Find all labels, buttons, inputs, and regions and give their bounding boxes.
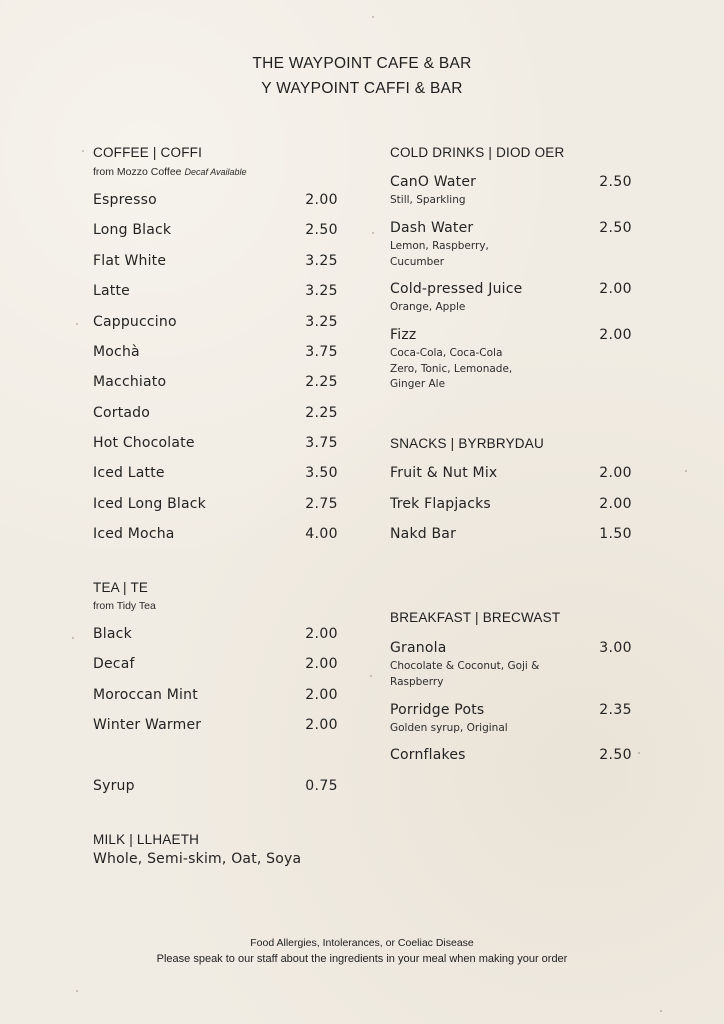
item-name: Espresso <box>93 192 157 208</box>
item-price: 2.00 <box>599 327 632 343</box>
milk-heading: MILK | LLHAETH <box>93 832 200 847</box>
menu-item <box>390 281 632 313</box>
item-name: Cortado <box>93 405 151 421</box>
item-name: Fizz <box>390 327 417 343</box>
menu-item <box>390 496 632 516</box>
item-price: 3.75 <box>305 435 338 451</box>
breakfast-heading: BREAKFAST | BRECWAST <box>390 610 561 625</box>
item-name: Winter Warmer <box>93 717 202 733</box>
tea-subtitle: from Tidy Tea <box>93 600 156 612</box>
menu-item <box>93 222 338 242</box>
item-description: Golden syrup, Original <box>390 722 508 734</box>
item-name: Granola <box>390 640 447 656</box>
tea-heading: TEA | TE <box>93 580 149 595</box>
menu-item <box>93 435 338 455</box>
menu-title-welsh: Y WAYPOINT CAFFI & BAR <box>261 80 463 97</box>
item-name: Macchiato <box>93 374 167 390</box>
allergy-notice-text: Please speak to our staff about the ingredients in your meal when making your order <box>156 953 568 965</box>
item-name: Iced Mocha <box>93 526 175 542</box>
item-name: Latte <box>93 283 130 299</box>
menu-item <box>93 717 338 737</box>
item-price: 2.00 <box>305 626 338 642</box>
item-description: Lemon, Raspberry, Cucumber <box>390 240 489 268</box>
paper-speck <box>82 150 84 152</box>
item-price: 3.75 <box>305 344 338 360</box>
menu-item <box>93 496 338 516</box>
paper-speck <box>372 232 374 234</box>
menu-item <box>93 283 338 303</box>
menu-item <box>93 192 338 212</box>
item-price: 3.25 <box>305 283 338 299</box>
item-price: 2.00 <box>599 465 632 481</box>
item-price: 2.00 <box>305 656 338 672</box>
item-price: 2.00 <box>599 281 632 297</box>
coffee-subtitle <box>93 166 247 178</box>
item-name: Iced Long Black <box>93 496 206 512</box>
item-name: CanO Water <box>390 174 477 190</box>
paper-speck <box>660 1010 662 1012</box>
item-price: 3.25 <box>305 314 338 330</box>
menu-item <box>93 344 338 364</box>
paper-speck <box>76 323 78 325</box>
item-price: 2.50 <box>599 747 632 763</box>
allergy-notice-title: Food Allergies, Intolerances, or Coeliac Disease <box>250 937 474 949</box>
item-name: Cold-pressed Juice <box>390 281 523 297</box>
item-description: Still, Sparkling <box>390 194 466 206</box>
item-name: Fruit & Nut Mix <box>390 465 498 481</box>
item-price: 2.00 <box>305 192 338 208</box>
menu-item <box>390 174 632 206</box>
item-price: 2.00 <box>305 717 338 733</box>
item-price: 2.75 <box>305 496 338 512</box>
paper-speck <box>372 16 374 18</box>
item-name: Flat White <box>93 253 167 269</box>
menu-title: THE WAYPOINT CAFE & BAR <box>252 55 472 72</box>
paper-speck <box>685 470 687 472</box>
item-name: Iced Latte <box>93 465 165 481</box>
menu-item <box>390 640 632 688</box>
menu-item <box>93 374 338 394</box>
coffee-heading: COFFEE | COFFI <box>93 145 203 160</box>
item-price: 2.35 <box>599 702 632 718</box>
item-price: 3.50 <box>305 465 338 481</box>
menu-item <box>390 526 632 546</box>
menu-item <box>93 253 338 273</box>
item-name: Porridge Pots <box>390 702 485 718</box>
menu-item <box>93 656 338 676</box>
item-description: Orange, Apple <box>390 301 466 313</box>
item-name: Decaf <box>93 656 135 672</box>
item-price: 2.50 <box>599 220 632 236</box>
menu-item <box>93 405 338 425</box>
menu-item <box>93 465 338 485</box>
paper-speck <box>76 990 78 992</box>
item-name: Long Black <box>93 222 172 238</box>
item-name: Dash Water <box>390 220 474 236</box>
menu-item <box>93 314 338 334</box>
item-name: Trek Flapjacks <box>390 496 491 512</box>
decaf-note: Decaf Available <box>184 167 247 177</box>
item-price: 2.25 <box>305 374 338 390</box>
item-price: 0.75 <box>305 778 338 794</box>
item-name: Nakd Bar <box>390 526 457 542</box>
item-price: 3.25 <box>305 253 338 269</box>
paper-speck <box>72 637 74 639</box>
item-description: Coca-Cola, Coca-Cola Zero, Tonic, Lemonade, Ginger Ale <box>390 347 513 390</box>
menu-item <box>390 327 632 390</box>
item-price: 2.00 <box>599 496 632 512</box>
item-name: Moroccan Mint <box>93 687 198 703</box>
item-name: Mochà <box>93 344 140 360</box>
item-name: Syrup <box>93 778 135 794</box>
coffee-supplier: from Mozzo Coffee <box>93 166 182 178</box>
menu-item <box>93 687 338 707</box>
item-price: 2.50 <box>305 222 338 238</box>
item-price: 2.25 <box>305 405 338 421</box>
item-price: 4.00 <box>305 526 338 542</box>
item-name: Black <box>93 626 132 642</box>
menu-item <box>390 702 632 734</box>
menu-item <box>93 626 338 646</box>
item-price: 2.50 <box>599 174 632 190</box>
menu-item <box>390 220 632 268</box>
item-price: 3.00 <box>599 640 632 656</box>
milk-options: Whole, Semi-skim, Oat, Soya <box>93 851 302 867</box>
menu-item-syrup <box>93 778 338 798</box>
item-price: 2.00 <box>305 687 338 703</box>
menu-item <box>93 526 338 546</box>
item-name: Cappuccino <box>93 314 177 330</box>
cold-drinks-heading: COLD DRINKS | DIOD OER <box>390 145 565 160</box>
item-price: 1.50 <box>599 526 632 542</box>
paper-speck <box>638 752 640 754</box>
snacks-heading: SNACKS | BYRBRYDAU <box>390 436 544 451</box>
paper-speck <box>370 675 372 677</box>
menu-item <box>390 465 632 485</box>
menu-item <box>390 747 632 767</box>
item-name: Hot Chocolate <box>93 435 195 451</box>
item-description: Chocolate & Coconut, Goji & Raspberry <box>390 660 540 688</box>
item-name: Cornflakes <box>390 747 466 763</box>
